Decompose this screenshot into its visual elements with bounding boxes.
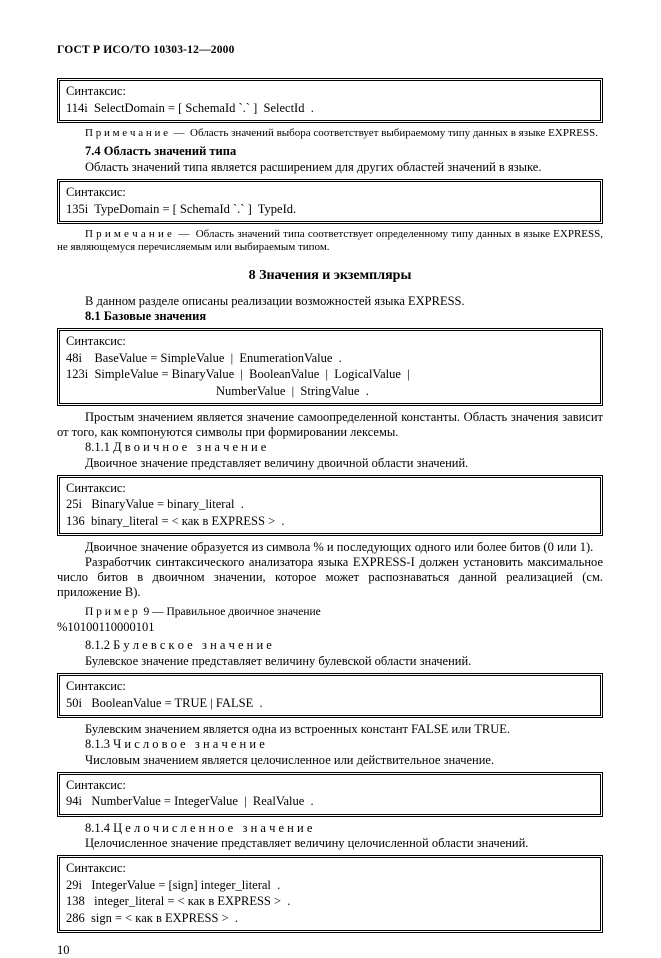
- syntax-line: 114i SelectDomain = [ SchemaId `.` ] SelectId .: [66, 100, 314, 115]
- syntax-label: Синтаксис:: [66, 185, 126, 200]
- syntax-line: 50i BooleanValue = TRUE | FALSE .: [66, 695, 263, 710]
- subsection-heading-8-1-3: 8.1.3 Ч и с л о в о е з н а ч е н и е: [85, 737, 265, 752]
- syntax-line: 25i BinaryValue = binary_literal .: [66, 497, 244, 512]
- subsection-heading-8-1-2: 8.1.2 Б у л е в с к о е з н а ч е н и е: [85, 638, 272, 653]
- syntax-line: 94i NumberValue = IntegerValue | RealValue .: [66, 794, 314, 809]
- doc-header: ГОСТ Р ИСО/ТО 10303-12—2000: [57, 44, 235, 56]
- syntax-line: 138 integer_literal = < как в EXPRESS > .: [66, 894, 291, 909]
- syntax-box-boolean-value: [57, 673, 603, 718]
- page-number: 10: [57, 943, 70, 958]
- subsection-heading-8-1-1: 8.1.1 Д в о и ч н о е з н а ч е н и е: [85, 440, 267, 455]
- syntax-box-integer-value: [57, 855, 603, 933]
- syntax-line: 29i IntegerValue = [sign] integer_literal .: [66, 877, 281, 892]
- note-paragraph-type-domain: П р и м е ч а н и е — Область значений типа соответствует определенному типу данных в языке EXPRESS, не являющемуся перечисляемым или выбираемым типом.: [57, 228, 606, 254]
- note-paragraph-select-domain: П р и м е ч а н и е — Область значений выбора соответствует выбираемому типу данных в языке EXPRESS.: [85, 127, 598, 139]
- syntax-line: 48i BaseValue = SimpleValue | EnumerationValue .: [66, 350, 342, 365]
- syntax-box-base-value: [57, 328, 603, 406]
- subsection-heading-8-1: 8.1 Базовые значения: [85, 308, 207, 323]
- section-heading-8: 8 Значения и экземпляры: [248, 267, 412, 283]
- syntax-box-type-domain: [57, 179, 603, 224]
- subsection-heading-7-4: 7.4 Область значений типа: [85, 144, 237, 159]
- body-paragraph-binary-2: Разработчик синтаксического анализатора языка EXPRESS-I должен установить максимальное число битов в двоичном значении, которое может распознаваться данной реализацией (см. приложение B).: [57, 555, 603, 600]
- syntax-label: Синтаксис:: [66, 861, 126, 876]
- body-paragraph-8-1-2-intro: Булевское значение представляет величину булевской области значений.: [85, 654, 472, 669]
- body-paragraph-8: В данном разделе описаны реализации возможностей языка EXPRESS.: [85, 293, 465, 308]
- body-paragraph-8-1-3-intro: Числовым значением является целочисленное или действительное значение.: [85, 752, 495, 767]
- example-9-label: П р и м е р 9 — Правильное двоичное значение: [85, 606, 321, 619]
- syntax-line-continuation: NumberValue | StringValue .: [216, 383, 369, 398]
- syntax-label: Синтаксис:: [66, 334, 126, 349]
- subsection-heading-8-1-4: 8.1.4 Ц е л о ч и с л е н н о е з н а ч е н и е: [85, 820, 313, 835]
- syntax-line: 136 binary_literal = < как в EXPRESS > .: [66, 513, 285, 528]
- syntax-label: Синтаксис:: [66, 480, 126, 495]
- body-paragraph-boolean: Булевским значением является одна из встроенных констант FALSE или TRUE.: [85, 722, 511, 737]
- syntax-box-select-domain: [57, 78, 603, 123]
- syntax-label: Синтаксис:: [66, 777, 126, 792]
- syntax-label: Синтаксис:: [66, 84, 126, 98]
- example-9-value: %10100110000101: [57, 619, 155, 634]
- body-paragraph-7-4: Область значений типа является расширением для других областей значений в языке.: [85, 160, 542, 175]
- body-paragraph-8-1-4-intro: Целочисленное значение представляет величину целочисленной области значений.: [85, 836, 529, 851]
- syntax-box-number-value: [57, 772, 603, 817]
- body-paragraph-8-1: Простым значением является значение самоопределенной константы. Область значения зависит от того, как компонуются символы при формировании лексемы.: [57, 410, 603, 440]
- syntax-label: Синтаксис:: [66, 679, 126, 694]
- syntax-line: 135i TypeDomain = [ SchemaId `.` ] TypeId.: [66, 201, 297, 216]
- syntax-box-binary-value: [57, 475, 603, 537]
- syntax-line: 123i SimpleValue = BinaryValue | BooleanValue | LogicalValue |: [66, 367, 410, 382]
- body-paragraph-binary-1: Двоичное значение образуется из символа % и последующих одного или более битов (0 или 1).: [85, 540, 594, 555]
- body-paragraph-8-1-1-intro: Двоичное значение представляет величину двоичной области значений.: [85, 455, 469, 470]
- syntax-line: 286 sign = < как в EXPRESS > .: [66, 910, 239, 925]
